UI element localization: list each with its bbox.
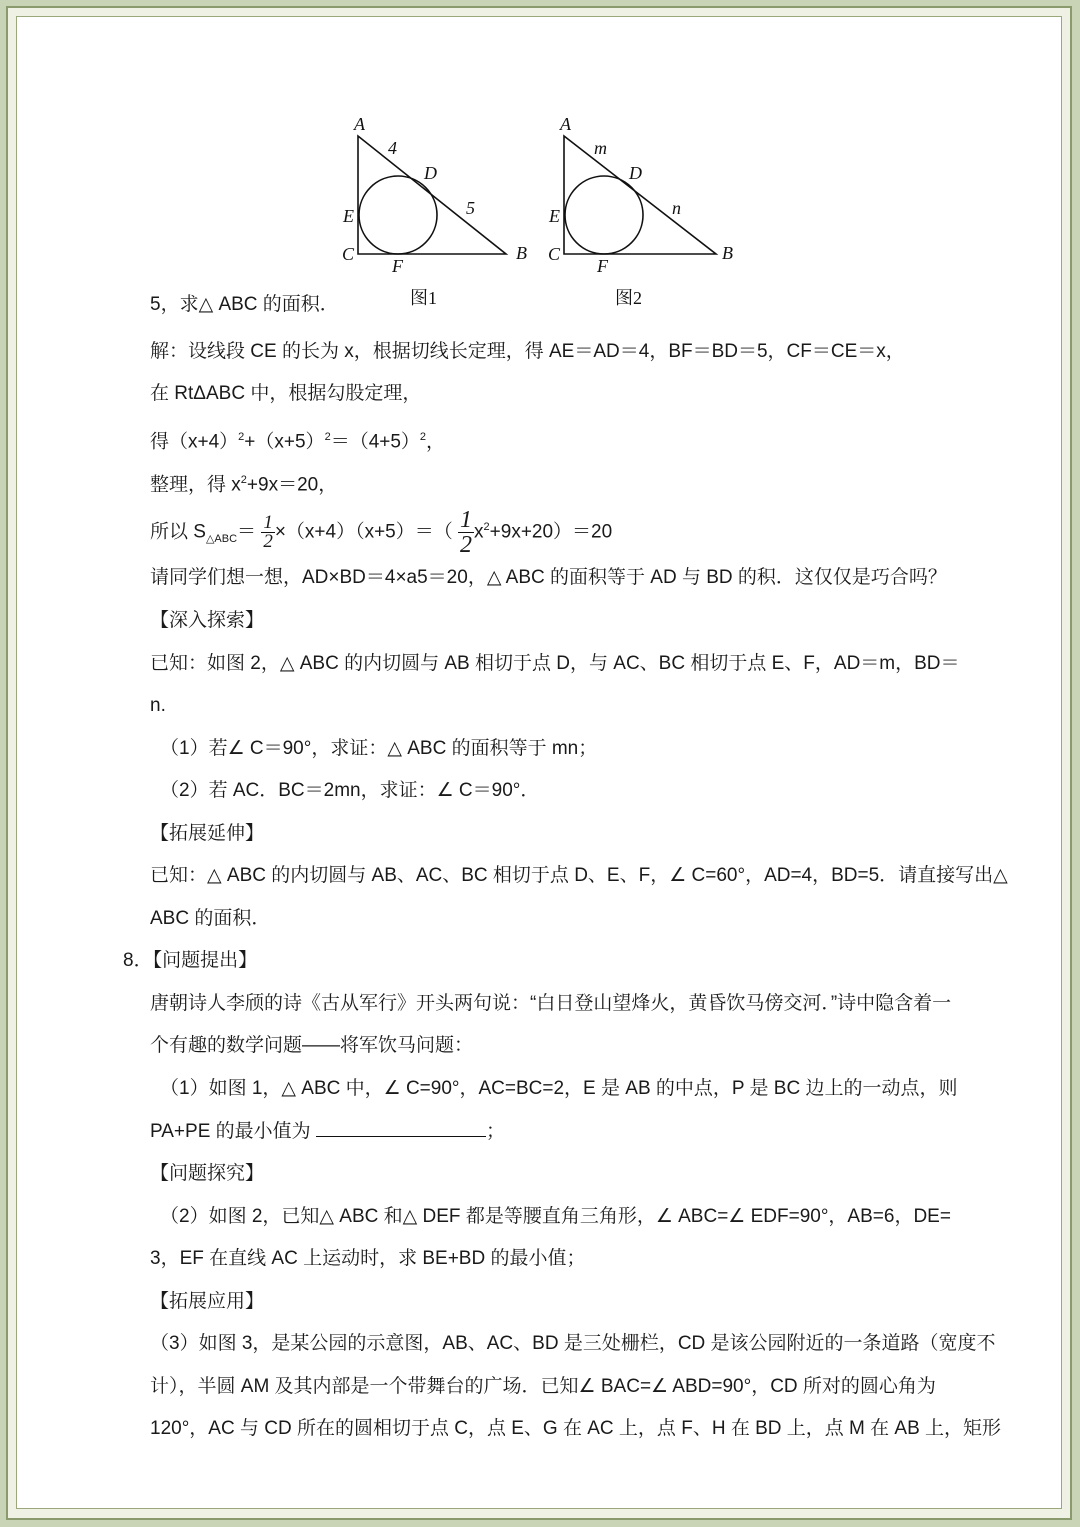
area-label: 所以 S	[150, 521, 206, 543]
text-line-18: 个有趣的数学问题——将军饮马问题：	[150, 1035, 474, 1056]
text-line-15: ABC 的面积．	[150, 908, 271, 929]
text-line-1: 5，求△ ABC 的面积．	[150, 294, 339, 315]
eq1-part-a: 得（x+4）	[150, 431, 239, 453]
figure-1	[342, 114, 527, 308]
answer-blank[interactable]	[316, 1118, 486, 1137]
fig2-label-a: A	[560, 114, 571, 134]
text-line-19: （1）如图 1，△ ABC 中，∠ C=90°，AC=BC=2，E 是 AB 的中点，P 是 BC 边上的一动点，则	[160, 1078, 958, 1099]
eq2-part-b: +9x＝20，	[246, 474, 338, 496]
text-line-2: 解：设线段 CE 的长为 x，根据切线长定理，得 AE＝AD＝4，BF＝BD＝5，CF＝CE＝x，	[150, 341, 905, 362]
fraction-large-num: 1	[460, 506, 473, 533]
fig1-label-ad: 4	[388, 138, 397, 158]
area-expr-exp: 2	[483, 521, 490, 533]
fig1-label-a: A	[354, 114, 365, 134]
fig2-label-f: F	[597, 256, 608, 276]
question-8-heading: 8．【问题提出】	[123, 950, 258, 971]
eq1-exp-a: 2	[238, 431, 245, 443]
area-expr-x: x	[474, 521, 484, 543]
text-line-17: 唐朝诗人李颀的诗《古从军行》开头两句说：“白日登山望烽火，黄昏饮马傍交河．”诗中隐含着一	[150, 993, 952, 1014]
fig1-label-f: F	[392, 256, 403, 276]
text-line-22: （2）如图 2，已知△ ABC 和△ DEF 都是等腰直角三角形，∠ ABC=∠ EDF=90°，AB=6，DE=	[160, 1206, 951, 1227]
figure-2	[548, 114, 733, 308]
text-line-26: 计），半圆 AM 及其内部是一个带舞台的广场．已知∠ BAC=∠ ABD=90°，CD 所对的圆心角为	[150, 1376, 936, 1397]
fig2-label-b: B	[722, 243, 733, 263]
fig1-label-b: B	[516, 243, 527, 263]
eq1-part-b: +（x+5）	[244, 431, 325, 453]
text-line-7: 请同学们想一想，AD×BD＝4×a5＝20，△ ABC 的面积等于 AD 与 BD 的积．这仅仅是巧合吗？	[150, 567, 947, 588]
text-line-27: 120°，AC 与 CD 所在的圆相切于点 C，点 E、G 在 AC 上，点 F、H 在 BD 上，点 M 在 AB 上，矩形	[150, 1418, 1002, 1439]
eq1-part-d: ，	[426, 431, 446, 453]
text-line-9: 已知：如图 2，△ ABC 的内切圆与 AB 相切于点 D，与 AC、BC 相切于点 E、F，AD＝m，BD＝	[150, 653, 960, 674]
eq2-part-a: 整理，得 x	[150, 474, 241, 496]
fig2-caption: 图2	[615, 288, 642, 308]
eq1-part-c: ＝（4+5）	[330, 431, 420, 453]
fraction-num: 1	[263, 511, 273, 533]
min-value-end: ；	[485, 1121, 505, 1142]
fig2-label-ad: m	[594, 138, 607, 158]
fig2-label-e: E	[549, 206, 560, 226]
text-line-20	[150, 1118, 505, 1145]
fraction-den: 2	[263, 530, 273, 552]
text-line-3: 在 RtΔABC 中，根据勾股定理，	[150, 383, 422, 404]
fig2-label-d: D	[629, 163, 642, 183]
section-heading-explore: 【深入探索】	[150, 610, 265, 631]
eq2-exp: 2	[240, 474, 247, 486]
fraction-large-den: 2	[460, 531, 473, 558]
area-expr-end: +9x+20）＝20	[489, 521, 613, 543]
text-line-6	[150, 507, 612, 559]
area-subscript: △ABC	[205, 533, 238, 546]
fig1-caption: 图1	[410, 288, 437, 308]
section-heading-inquiry: 【问题探究】	[150, 1163, 265, 1184]
text-line-12: （2）若 AC．BC＝2mn，求证：∠ C＝90°．	[160, 780, 540, 801]
fig2-label-bd: n	[672, 198, 681, 218]
section-heading-extend: 【拓展延伸】	[150, 823, 265, 844]
area-eq: ＝	[237, 521, 257, 543]
fig2-label-c: C	[548, 244, 561, 264]
section-heading-application: 【拓展应用】	[150, 1291, 265, 1312]
fig1-label-e: E	[343, 206, 354, 226]
area-expr: ×（x+4）（x+5）＝（	[274, 521, 453, 543]
min-value-label: PA+PE 的最小值为	[150, 1121, 311, 1142]
text-line-10: n.	[150, 695, 166, 716]
text-line-23: 3，EF 在直线 AC 上运动时，求 BE+BD 的最小值；	[150, 1248, 586, 1269]
text-line-5	[150, 467, 337, 498]
fig1-label-d: D	[424, 163, 437, 183]
figures	[330, 104, 750, 314]
triangle-figures	[330, 104, 750, 314]
fraction-half	[261, 511, 275, 552]
fraction-half-large	[458, 508, 474, 557]
text-line-11: （1）若∠ C＝90°，求证：△ ABC 的面积等于 mn；	[160, 738, 598, 759]
eq1-exp-b: 2	[324, 431, 331, 443]
text-line-4	[150, 424, 445, 455]
text-line-14: 已知：△ ABC 的内切圆与 AB、AC、BC 相切于点 D、E、F，∠ C=60°，AD=4，BD=5．请直接写出△	[150, 865, 1008, 886]
eq1-exp-c: 2	[419, 431, 427, 443]
text-line-25: （3）如图 3，是某公园的示意图，AB、AC、BD 是三处栅栏，CD 是该公园附近的一条道路（宽度不	[150, 1333, 996, 1354]
fig1-label-c: C	[342, 244, 355, 264]
fig1-label-bd: 5	[466, 198, 475, 218]
